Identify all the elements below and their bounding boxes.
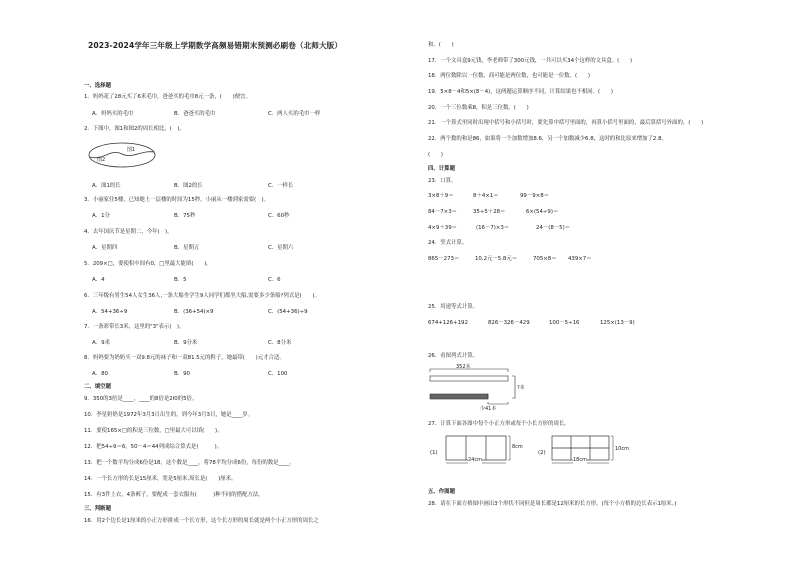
question-3: 3．小丽家住5楼，已知她上一层楼的时间为15秒，小丽从一楼到家需要( )。: [84, 197, 270, 203]
oral-r3-c1: 4×9＋39＝: [428, 225, 458, 231]
question-28: 28．请在下面方格图中画出3个形状不同但是周长都是12厘米的长方形。(每个小方格的边长表示1厘米。): [428, 501, 677, 507]
q2-option-c: C．一样长: [268, 183, 294, 189]
question-15: 15．有3件上衣，4条裤子，要配成一套衣服有( )种不同的搭配方法。: [84, 492, 264, 498]
q26-less-label: 少41本: [480, 406, 497, 412]
q27-fig1-width: 24cm: [468, 457, 482, 463]
question-22: 22．两个数的和是86，如果将一个加数增加8.6，另一个加数减少6.8，这时的和比原来增加了2.8。: [428, 136, 667, 142]
oral-r3-c3: 24－(8－5)＝: [536, 225, 571, 231]
q8-option-b: B．90: [174, 371, 190, 377]
question-1: 1．妈妈花了28元买了6米毛巾，爸爸买的毛巾8元一条，( )便宜。: [84, 94, 251, 100]
stepwise-3: 100－5÷16: [549, 320, 580, 326]
question-2: 2．下图中，图1和图2的周长相比，( )。: [84, 126, 185, 132]
question-17: 17．一个文具盒9元钱，李老师带了300元钱，一共可以买34个这样的文具盒。( ): [428, 58, 633, 64]
section-calc: 四、计算题: [428, 166, 455, 172]
q1-option-b: B．爸爸买的毛巾: [174, 111, 216, 117]
q27-figure-1-label: (1): [430, 450, 438, 456]
q8-option-a: A．80: [92, 371, 108, 377]
q6-option-b: B．(36+54)×9: [174, 309, 214, 315]
oral-r2-c1: 84－7×3＝: [428, 209, 458, 215]
q27-fig1-height: 8cm: [512, 444, 523, 450]
q4-option-c: C．星期六: [268, 245, 294, 251]
section-draw: 五、作图题: [428, 489, 455, 495]
question-19: 19．5×8－4和5×(8－4)，这两题运算顺序不同，计算结果也不相同。( ): [428, 89, 614, 95]
question-7: 7．一条彩带长3米，这里的"3"表示( )。: [84, 324, 185, 330]
q3-option-a: A．1分: [92, 213, 110, 219]
section-judge: 三、判断题: [84, 506, 111, 512]
question-22-end: ( ): [428, 152, 443, 158]
question-26: 26．看图列式计算。: [428, 353, 478, 359]
question-16: 16．用2个边长是1厘米的小正方形拼成一个长方形，这个长方形的周长就是两个小正方形的周长之: [84, 518, 319, 524]
q5-option-b: B．5: [174, 277, 187, 283]
q26-total-label: 352本: [456, 364, 471, 370]
question-6: 6．三年级有男生54人女生36人,一条大船坐学生9人同学们都坐大船,需要多少条船?列式是( )。: [84, 293, 320, 299]
question-12: 12．把54÷9＝6，50－4＝44列成综合算式是( )。: [84, 444, 223, 450]
question-9: 9．350的3倍是____，____的8倍是2I0的5倍。: [84, 396, 198, 402]
question-18: 18．两位数除以一位数，商可能是两位数，也可能是一位数。( ): [428, 73, 591, 79]
oral-r1-c3: 99－9×8＝: [520, 193, 550, 199]
vertical-4: 439×7＝: [568, 256, 592, 262]
q4-option-b: B．星期五: [174, 245, 200, 251]
oral-r2-c3: 6×(54÷9)＝: [526, 209, 559, 215]
question-8: 8．妈妈要为奶奶买一双9.8元的袜子和一双81.5元的鞋子，她最带( )元才合适。: [84, 355, 285, 361]
vertical-1: 865－273＝: [428, 256, 460, 262]
stepwise-4: 125×(13－9): [600, 320, 635, 326]
q1-option-c: C．两人买的毛巾一样: [268, 111, 321, 117]
q2-option-a: A．图1的长: [92, 183, 121, 189]
q27-fig2-height: 10cm: [615, 446, 629, 452]
q5-option-a: A．4: [92, 277, 105, 283]
stepwise-2: 826－326－429: [488, 320, 530, 326]
oral-r2-c2: 35÷5＋28＝: [473, 209, 506, 215]
figure-1-label: 图1: [127, 147, 136, 153]
q7-option-b: B．9分米: [174, 340, 198, 346]
q6-option-a: A．54+36÷9: [92, 309, 128, 315]
q4-option-a: A．星期四: [92, 245, 118, 251]
q27-fig2-width: 18cm: [573, 457, 587, 463]
question-11: 11．要使165×□的积是三位数，□里最大可以填( )。: [84, 428, 223, 434]
q2-figure: [88, 142, 156, 168]
q6-option-c: C．(54+36)÷9: [268, 309, 308, 315]
oral-r1-c2: 8＋4×1＝: [473, 193, 499, 199]
q7-option-c: C．8分米: [268, 340, 292, 346]
q2-option-b: B．图2的长: [174, 183, 203, 189]
question-16-end: 和。( ): [428, 42, 454, 48]
oral-r3-c2: (16－7)×3＝: [476, 225, 510, 231]
figure-2-label: 图2: [97, 157, 106, 163]
q7-option-a: A．9米: [92, 340, 110, 346]
oral-r1-c1: 3×8＋9＝: [428, 193, 454, 199]
section-choice: 一、选择题: [84, 83, 111, 89]
q27-figure-1: [446, 436, 526, 470]
question-4: 4．去年国庆节是星期二，今年( )。: [84, 229, 173, 235]
question-27: 27．计算下面各图中每个小正方形或每个小长方形的周长。: [428, 421, 570, 427]
section-fill: 二、填空题: [84, 384, 111, 390]
q1-option-a: A．妈妈买的毛巾: [92, 111, 134, 117]
question-5: 5．209×□，要使积中间有0，□里最大能填( )。: [84, 261, 212, 267]
question-23: 23．口算。: [428, 178, 457, 184]
question-20: 20．一个三位数乘8，积是三位数。( ): [428, 105, 529, 111]
question-24: 24．竖式计算。: [428, 240, 468, 246]
q27-figure-2-label: (2): [538, 450, 546, 456]
page-title: 2023-2024学年三年级上学期数学高频易错期末预测必刷卷（北师大版）: [88, 41, 343, 50]
question-13: 13．把一个数平均分成6份是18，这个数是____，将78平均分成6份，每份的数是____。: [84, 460, 295, 466]
q5-option-c: C．6: [268, 277, 281, 283]
q26-unknown-label: ?本: [517, 385, 525, 391]
stepwise-1: 674+126+192: [428, 320, 468, 326]
question-14: 14．一个长方形的长是15厘米，宽是5厘米,周长是( )厘米。: [84, 476, 237, 482]
question-25: 25．用递等式计算。: [428, 304, 478, 310]
q8-option-c: C．100: [268, 371, 288, 377]
q26-bar-diagram: [428, 364, 528, 414]
q27-figure-2: [552, 436, 632, 470]
vertical-3: 705×8＝: [533, 256, 557, 262]
question-10: 10．李星奶奶是1972年3月3日出生的，到今年3月3日，她是____岁。: [84, 412, 254, 418]
question-21: 21．一个算式里同时出现中括号和小括号时，要先算中括号里面的，再算小括号里面的，最后算括号外面的。( ): [428, 120, 704, 126]
q3-option-c: C．60秒: [268, 213, 290, 219]
vertical-2: 10.2元－5.8元＝: [475, 256, 518, 262]
q3-option-b: B．75秒: [174, 213, 196, 219]
